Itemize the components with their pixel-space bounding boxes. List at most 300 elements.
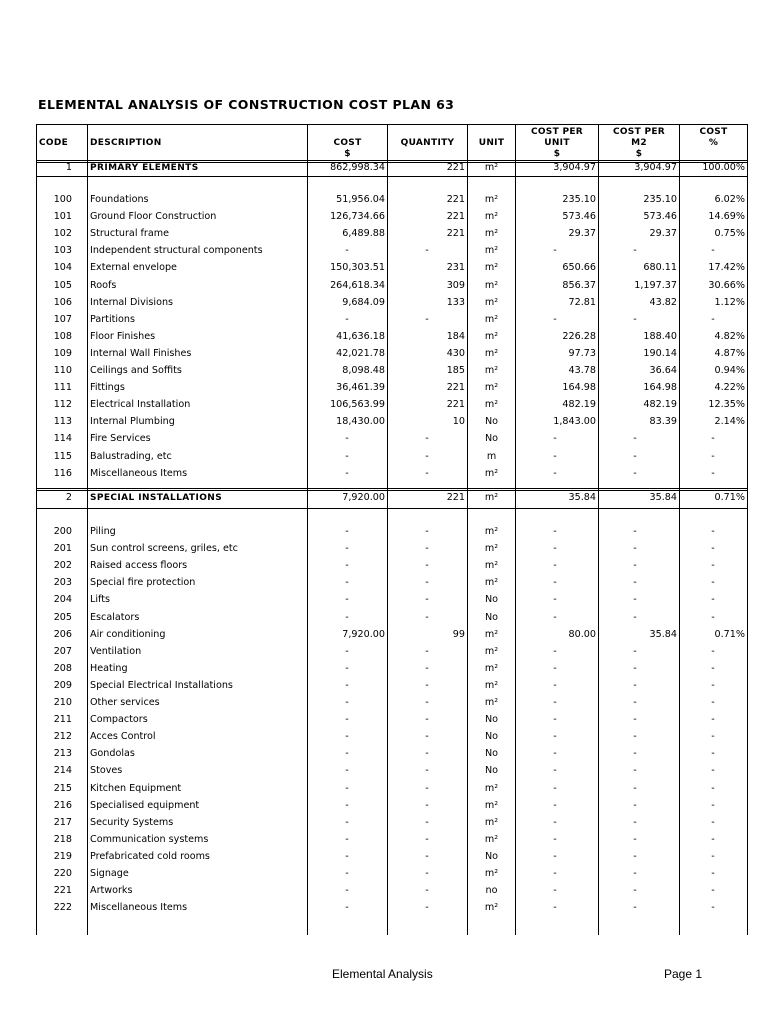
cell-cost-pct: - bbox=[711, 731, 715, 742]
cell-unit: m² bbox=[484, 492, 499, 503]
cell-cost-pct: 30.66% bbox=[708, 280, 745, 291]
cell-description: Floor Finishes bbox=[90, 331, 156, 342]
cell-code: 204 bbox=[53, 594, 72, 605]
cell-quantity: 221 bbox=[446, 211, 465, 222]
cell-code: 104 bbox=[53, 262, 72, 273]
cell-cost-per-m2: - bbox=[633, 245, 637, 256]
cell-cost: 862,998.34 bbox=[330, 162, 385, 173]
cell-cost: 18,430.00 bbox=[336, 416, 385, 427]
cell-cost: 150,303.51 bbox=[330, 262, 385, 273]
cell-cost-per-m2: 29.37 bbox=[649, 228, 677, 239]
cell-code: 102 bbox=[53, 228, 72, 239]
cell-code: 209 bbox=[53, 680, 72, 691]
cell-cost-per-unit: - bbox=[553, 433, 557, 444]
cell-description: Ventilation bbox=[90, 646, 142, 657]
cell-cost: - bbox=[345, 765, 349, 776]
cell-description: Structural frame bbox=[90, 228, 169, 239]
cell-code: 116 bbox=[53, 468, 72, 479]
cell-quantity: - bbox=[425, 834, 429, 845]
cell-cost-per-unit: 226.28 bbox=[562, 331, 596, 342]
cell-code: 216 bbox=[53, 800, 72, 811]
cell-cost-per-unit: - bbox=[553, 851, 557, 862]
cell-cost-per-m2: - bbox=[633, 594, 637, 605]
cell-description: Heating bbox=[90, 663, 128, 674]
cell-cost-per-unit: - bbox=[553, 594, 557, 605]
cell-quantity: 221 bbox=[446, 399, 465, 410]
cell-code: 200 bbox=[53, 526, 72, 537]
cell-description: Piling bbox=[90, 526, 116, 537]
cell-description: Acces Control bbox=[90, 731, 156, 742]
cell-description: Partitions bbox=[90, 314, 135, 325]
cell-unit: m² bbox=[484, 297, 499, 308]
cell-description: PRIMARY ELEMENTS bbox=[90, 163, 199, 173]
cell-cost-per-unit: - bbox=[553, 577, 557, 588]
cell-quantity: - bbox=[425, 748, 429, 759]
cell-cost-per-m2: - bbox=[633, 468, 637, 479]
cell-code: 107 bbox=[53, 314, 72, 325]
cell-cost-per-m2: - bbox=[633, 868, 637, 879]
cell-cost: - bbox=[345, 783, 349, 794]
cell-quantity: - bbox=[425, 468, 429, 479]
cell-description: Raised access floors bbox=[90, 560, 188, 571]
cell-description: Communication systems bbox=[90, 834, 209, 845]
cell-cost: 6,489.88 bbox=[342, 228, 385, 239]
cell-unit: m² bbox=[484, 902, 499, 913]
cell-cost-per-unit: 235.10 bbox=[562, 194, 596, 205]
cell-cost-per-m2: - bbox=[633, 680, 637, 691]
cell-unit: m² bbox=[484, 697, 499, 708]
cell-quantity: - bbox=[425, 680, 429, 691]
cell-cost-per-m2: - bbox=[633, 577, 637, 588]
cell-unit: m² bbox=[484, 211, 499, 222]
cell-cost: - bbox=[345, 468, 349, 479]
cell-cost-per-m2: 188.40 bbox=[643, 331, 677, 342]
cell-cost-pct: - bbox=[711, 451, 715, 462]
cell-quantity: 185 bbox=[446, 365, 465, 376]
cell-quantity: - bbox=[425, 663, 429, 674]
cell-cost-per-m2: - bbox=[633, 526, 637, 537]
cell-quantity: 221 bbox=[446, 162, 465, 173]
cell-description: Air conditioning bbox=[90, 629, 166, 640]
cell-quantity: - bbox=[425, 526, 429, 537]
cell-cost-per-m2: - bbox=[633, 612, 637, 623]
cell-cost: - bbox=[345, 663, 349, 674]
cell-cost: 264,618.34 bbox=[330, 280, 385, 291]
cell-cost: - bbox=[345, 612, 349, 623]
cell-unit: m² bbox=[484, 663, 499, 674]
cell-cost-per-unit: - bbox=[553, 680, 557, 691]
cell-code: 101 bbox=[53, 211, 72, 222]
cell-description: Miscellaneous Items bbox=[90, 468, 188, 479]
cell-code: 110 bbox=[53, 365, 72, 376]
col-rule bbox=[307, 124, 308, 935]
cell-description: External envelope bbox=[90, 262, 177, 273]
footer-page-number: Page 1 bbox=[664, 967, 703, 981]
cell-cost-pct: - bbox=[711, 433, 715, 444]
cell-unit: m² bbox=[484, 365, 499, 376]
cell-cost-per-unit: 35.84 bbox=[568, 492, 596, 503]
cell-cost: 7,920.00 bbox=[342, 492, 385, 503]
cell-quantity: - bbox=[425, 851, 429, 862]
cell-cost-per-unit: - bbox=[553, 765, 557, 776]
cell-description: Internal Divisions bbox=[90, 297, 174, 308]
cell-cost-per-unit: - bbox=[553, 314, 557, 325]
cell-code: 219 bbox=[53, 851, 72, 862]
col-rule bbox=[679, 124, 680, 935]
cell-cost-per-m2: 164.98 bbox=[643, 382, 677, 393]
cell-quantity: 133 bbox=[446, 297, 465, 308]
cell-cost-per-unit: 482.19 bbox=[562, 399, 596, 410]
cell-description: Gondolas bbox=[90, 748, 135, 759]
cell-description: Special Electrical Installations bbox=[90, 680, 233, 691]
cell-cost-pct: 17.42% bbox=[708, 262, 745, 273]
cell-cost-per-unit: - bbox=[553, 868, 557, 879]
cell-cost-per-unit: - bbox=[553, 451, 557, 462]
cell-unit: No bbox=[484, 416, 499, 427]
cell-cost-per-m2: 83.39 bbox=[649, 416, 677, 427]
cell-code: 214 bbox=[53, 765, 72, 776]
cell-unit: No bbox=[484, 714, 499, 725]
cell-cost-per-unit: 650.66 bbox=[562, 262, 596, 273]
cell-cost-per-unit: - bbox=[553, 526, 557, 537]
cell-cost: 106,563.99 bbox=[330, 399, 385, 410]
cell-quantity: - bbox=[425, 560, 429, 571]
cell-cost-pct: - bbox=[711, 851, 715, 862]
cell-quantity: - bbox=[425, 868, 429, 879]
cell-cost-per-unit: - bbox=[553, 612, 557, 623]
cell-cost-per-m2: - bbox=[633, 800, 637, 811]
cell-cost: - bbox=[345, 526, 349, 537]
cell-cost-pct: 4.22% bbox=[714, 382, 745, 393]
cell-unit: m² bbox=[484, 399, 499, 410]
cell-cost-pct: 1.12% bbox=[714, 297, 745, 308]
cell-cost-per-unit: - bbox=[553, 646, 557, 657]
cell-quantity: 231 bbox=[446, 262, 465, 273]
cell-cost-per-unit: 97.73 bbox=[568, 348, 596, 359]
cell-unit: No bbox=[484, 851, 499, 862]
cell-cost-per-m2: - bbox=[633, 765, 637, 776]
cell-description: Lifts bbox=[90, 594, 110, 605]
cell-unit: m² bbox=[484, 245, 499, 256]
cell-quantity: 221 bbox=[446, 194, 465, 205]
cell-description: Prefabricated cold rooms bbox=[90, 851, 210, 862]
cell-cost-pct: - bbox=[711, 245, 715, 256]
header-code: CODE bbox=[39, 138, 69, 148]
cell-cost-pct: 12.35% bbox=[708, 399, 745, 410]
cell-cost: - bbox=[345, 697, 349, 708]
cell-unit: m² bbox=[484, 800, 499, 811]
cell-unit: No bbox=[484, 594, 499, 605]
cell-code: 210 bbox=[53, 697, 72, 708]
cell-cost: 9,684.09 bbox=[342, 297, 385, 308]
cell-code: 100 bbox=[53, 194, 72, 205]
cell-cost-per-unit: - bbox=[553, 663, 557, 674]
col-rule bbox=[387, 124, 388, 935]
cell-cost-per-unit: - bbox=[553, 783, 557, 794]
col-rule bbox=[747, 124, 748, 935]
cell-unit: m² bbox=[484, 280, 499, 291]
cell-description: Sun control screens, griles, etc bbox=[90, 543, 238, 554]
header-cost-per-unit: UNIT bbox=[544, 138, 570, 148]
cell-unit: m² bbox=[484, 526, 499, 537]
cell-quantity: - bbox=[425, 800, 429, 811]
cell-cost-pct: 6.02% bbox=[714, 194, 745, 205]
cell-cost-per-unit: 1,843.00 bbox=[553, 416, 596, 427]
cell-cost: 8,098.48 bbox=[342, 365, 385, 376]
cell-cost: 7,920.00 bbox=[342, 629, 385, 640]
cell-cost-per-unit: 856.37 bbox=[562, 280, 596, 291]
cell-unit: m² bbox=[484, 629, 499, 640]
cell-description: Fittings bbox=[90, 382, 125, 393]
cell-cost-per-m2: - bbox=[633, 560, 637, 571]
header-cost-per-unit: COST PER bbox=[530, 127, 584, 137]
cell-cost-per-m2: - bbox=[633, 748, 637, 759]
cell-quantity: - bbox=[425, 817, 429, 828]
cell-cost-per-m2: 235.10 bbox=[643, 194, 677, 205]
cell-unit: m² bbox=[484, 560, 499, 571]
cell-cost-per-m2: 36.64 bbox=[649, 365, 677, 376]
cell-cost-per-m2: - bbox=[633, 834, 637, 845]
cell-cost-per-m2: - bbox=[633, 902, 637, 913]
cell-cost-per-unit: 29.37 bbox=[568, 228, 596, 239]
cell-quantity: - bbox=[425, 697, 429, 708]
cell-code: 108 bbox=[53, 331, 72, 342]
cell-cost-pct: 2.14% bbox=[714, 416, 745, 427]
cell-cost: - bbox=[345, 817, 349, 828]
cell-code: 202 bbox=[53, 560, 72, 571]
header-cost-unit: $ bbox=[344, 149, 351, 159]
cell-code: 105 bbox=[53, 280, 72, 291]
cell-quantity: - bbox=[425, 646, 429, 657]
cell-cost-pct: 4.82% bbox=[714, 331, 745, 342]
cell-code: 111 bbox=[53, 382, 72, 393]
cell-cost-per-unit: - bbox=[553, 902, 557, 913]
cell-cost: 41,636.18 bbox=[336, 331, 385, 342]
cell-cost-pct: - bbox=[711, 868, 715, 879]
cell-cost-pct: - bbox=[711, 526, 715, 537]
cell-cost: - bbox=[345, 245, 349, 256]
cell-quantity: 221 bbox=[446, 382, 465, 393]
cell-cost-pct: - bbox=[711, 714, 715, 725]
cell-quantity: - bbox=[425, 433, 429, 444]
cell-quantity: 221 bbox=[446, 228, 465, 239]
cell-quantity: - bbox=[425, 885, 429, 896]
cell-cost: - bbox=[345, 680, 349, 691]
cell-cost: 51,956.04 bbox=[336, 194, 385, 205]
cell-quantity: - bbox=[425, 245, 429, 256]
cell-quantity: 184 bbox=[446, 331, 465, 342]
header-cost-per-m2: $ bbox=[635, 149, 643, 159]
cell-cost-per-m2: - bbox=[633, 817, 637, 828]
cell-quantity: 10 bbox=[452, 416, 465, 427]
cell-cost-per-m2: - bbox=[633, 451, 637, 462]
cell-unit: m² bbox=[484, 194, 499, 205]
cell-unit: m² bbox=[484, 646, 499, 657]
cell-cost: - bbox=[345, 314, 349, 325]
cell-unit: m² bbox=[484, 577, 499, 588]
cell-description: Miscellaneous Items bbox=[90, 902, 188, 913]
cell-quantity: - bbox=[425, 451, 429, 462]
cell-cost-per-m2: 35.84 bbox=[649, 629, 677, 640]
cell-cost-pct: 0.94% bbox=[714, 365, 745, 376]
cell-cost-per-m2: - bbox=[633, 646, 637, 657]
cell-cost-pct: - bbox=[711, 646, 715, 657]
cell-cost-per-unit: 43.78 bbox=[568, 365, 596, 376]
col-rule bbox=[598, 124, 599, 935]
cell-quantity: - bbox=[425, 714, 429, 725]
cell-cost-pct: - bbox=[711, 594, 715, 605]
cell-cost: 36,461.39 bbox=[336, 382, 385, 393]
cell-code: 1 bbox=[65, 162, 72, 173]
footer-sheet-name: Elemental Analysis bbox=[332, 967, 433, 981]
cell-cost-per-m2: - bbox=[633, 783, 637, 794]
cell-cost-per-m2: - bbox=[633, 543, 637, 554]
cell-cost: - bbox=[345, 594, 349, 605]
cell-description: Ceilings and Soffits bbox=[90, 365, 182, 376]
cell-cost: - bbox=[345, 902, 349, 913]
cell-cost-per-m2: - bbox=[633, 697, 637, 708]
cell-cost-per-unit: 164.98 bbox=[562, 382, 596, 393]
cell-cost-pct: - bbox=[711, 577, 715, 588]
cell-code: 207 bbox=[53, 646, 72, 657]
cell-cost-per-m2: 482.19 bbox=[643, 399, 677, 410]
cell-description: Signage bbox=[90, 868, 129, 879]
cell-description: Roofs bbox=[90, 280, 117, 291]
cell-cost-pct: 0.71% bbox=[714, 492, 745, 503]
cell-cost-per-m2: - bbox=[633, 851, 637, 862]
cell-cost-pct: - bbox=[711, 314, 715, 325]
cell-quantity: 221 bbox=[446, 492, 465, 503]
cell-unit: m² bbox=[484, 262, 499, 273]
cell-cost-pct: - bbox=[711, 748, 715, 759]
cell-quantity: - bbox=[425, 594, 429, 605]
cell-unit: No bbox=[484, 765, 499, 776]
cell-cost-pct: - bbox=[711, 663, 715, 674]
cell-cost: - bbox=[345, 560, 349, 571]
cell-cost-per-unit: 80.00 bbox=[568, 629, 596, 640]
cell-unit: No bbox=[484, 433, 499, 444]
cell-code: 113 bbox=[53, 416, 72, 427]
cell-unit: No bbox=[484, 748, 499, 759]
cell-cost-per-m2: - bbox=[633, 663, 637, 674]
cell-unit: m² bbox=[484, 817, 499, 828]
cell-quantity: - bbox=[425, 314, 429, 325]
cell-cost: - bbox=[345, 885, 349, 896]
cell-code: 208 bbox=[53, 663, 72, 674]
cell-quantity: - bbox=[425, 783, 429, 794]
cell-cost-per-unit: 573.46 bbox=[562, 211, 596, 222]
cell-cost-per-m2: - bbox=[633, 731, 637, 742]
cell-description: Kitchen Equipment bbox=[90, 783, 182, 794]
cell-cost-per-unit: - bbox=[553, 714, 557, 725]
cell-cost-pct: - bbox=[711, 765, 715, 776]
header-quantity: QUANTITY bbox=[400, 138, 455, 148]
cell-code: 106 bbox=[53, 297, 72, 308]
cell-code: 221 bbox=[53, 885, 72, 896]
cell-quantity: - bbox=[425, 612, 429, 623]
cell-cost-per-m2: 680.11 bbox=[643, 262, 677, 273]
cell-code: 213 bbox=[53, 748, 72, 759]
row-rule bbox=[36, 488, 748, 491]
cell-unit: m² bbox=[484, 314, 499, 325]
cell-code: 206 bbox=[53, 629, 72, 640]
page-title: ELEMENTAL ANALYSIS OF CONSTRUCTION COST PLAN 63 bbox=[38, 97, 455, 112]
cell-cost: - bbox=[345, 714, 349, 725]
cell-cost: - bbox=[345, 748, 349, 759]
cell-description: Specialised equipment bbox=[90, 800, 200, 811]
cell-cost-pct: 0.75% bbox=[714, 228, 745, 239]
cell-unit: m² bbox=[484, 382, 499, 393]
header-unit: UNIT bbox=[478, 138, 505, 148]
cell-unit: m bbox=[486, 451, 497, 462]
header-description: DESCRIPTION bbox=[90, 138, 162, 148]
cell-cost-per-m2: 190.14 bbox=[643, 348, 677, 359]
cell-quantity: - bbox=[425, 543, 429, 554]
cell-cost-per-unit: - bbox=[553, 748, 557, 759]
cell-cost: - bbox=[345, 868, 349, 879]
cell-code: 220 bbox=[53, 868, 72, 879]
cell-cost-per-m2: - bbox=[633, 433, 637, 444]
cell-cost: - bbox=[345, 851, 349, 862]
cell-unit: m² bbox=[484, 468, 499, 479]
cell-quantity: - bbox=[425, 765, 429, 776]
cell-cost: - bbox=[345, 433, 349, 444]
cell-description: Security Systems bbox=[90, 817, 174, 828]
cost-table bbox=[36, 124, 748, 935]
cell-cost-per-unit: - bbox=[553, 731, 557, 742]
cell-description: SPECIAL INSTALLATIONS bbox=[90, 493, 223, 503]
cell-cost-per-unit: 72.81 bbox=[568, 297, 596, 308]
cell-description: Internal Plumbing bbox=[90, 416, 175, 427]
cell-cost-per-unit: - bbox=[553, 468, 557, 479]
cell-unit: m² bbox=[484, 868, 499, 879]
cell-unit: m² bbox=[484, 228, 499, 239]
cell-cost-per-m2: - bbox=[633, 314, 637, 325]
cell-code: 222 bbox=[53, 902, 72, 913]
row-rule bbox=[36, 508, 748, 509]
cell-unit: m² bbox=[484, 834, 499, 845]
cell-description: Stoves bbox=[90, 765, 123, 776]
cell-cost-pct: - bbox=[711, 834, 715, 845]
row-rule bbox=[36, 124, 748, 125]
cell-code: 211 bbox=[53, 714, 72, 725]
cell-cost: 126,734.66 bbox=[330, 211, 385, 222]
cell-description: Ground Floor Construction bbox=[90, 211, 217, 222]
cell-cost-per-m2: - bbox=[633, 885, 637, 896]
cell-cost: - bbox=[345, 543, 349, 554]
cell-code: 205 bbox=[53, 612, 72, 623]
cell-unit: m² bbox=[484, 680, 499, 691]
cell-code: 103 bbox=[53, 245, 72, 256]
cell-description: Artworks bbox=[90, 885, 133, 896]
cell-cost-per-unit: - bbox=[553, 800, 557, 811]
cell-cost-pct: - bbox=[711, 543, 715, 554]
cell-cost-per-unit: - bbox=[553, 885, 557, 896]
cell-cost-pct: 0.71% bbox=[714, 629, 745, 640]
cell-code: 115 bbox=[53, 451, 72, 462]
cell-description: Independent structural components bbox=[90, 245, 263, 256]
cell-cost: - bbox=[345, 451, 349, 462]
cell-cost-pct: - bbox=[711, 468, 715, 479]
cell-cost-per-unit: - bbox=[553, 834, 557, 845]
cell-cost-per-unit: - bbox=[553, 817, 557, 828]
header-cost-per-m2: M2 bbox=[631, 138, 647, 148]
cell-quantity: 430 bbox=[446, 348, 465, 359]
cell-cost-pct: - bbox=[711, 680, 715, 691]
cell-cost-per-unit: - bbox=[553, 697, 557, 708]
cell-description: Internal Wall Finishes bbox=[90, 348, 192, 359]
cell-code: 203 bbox=[53, 577, 72, 588]
